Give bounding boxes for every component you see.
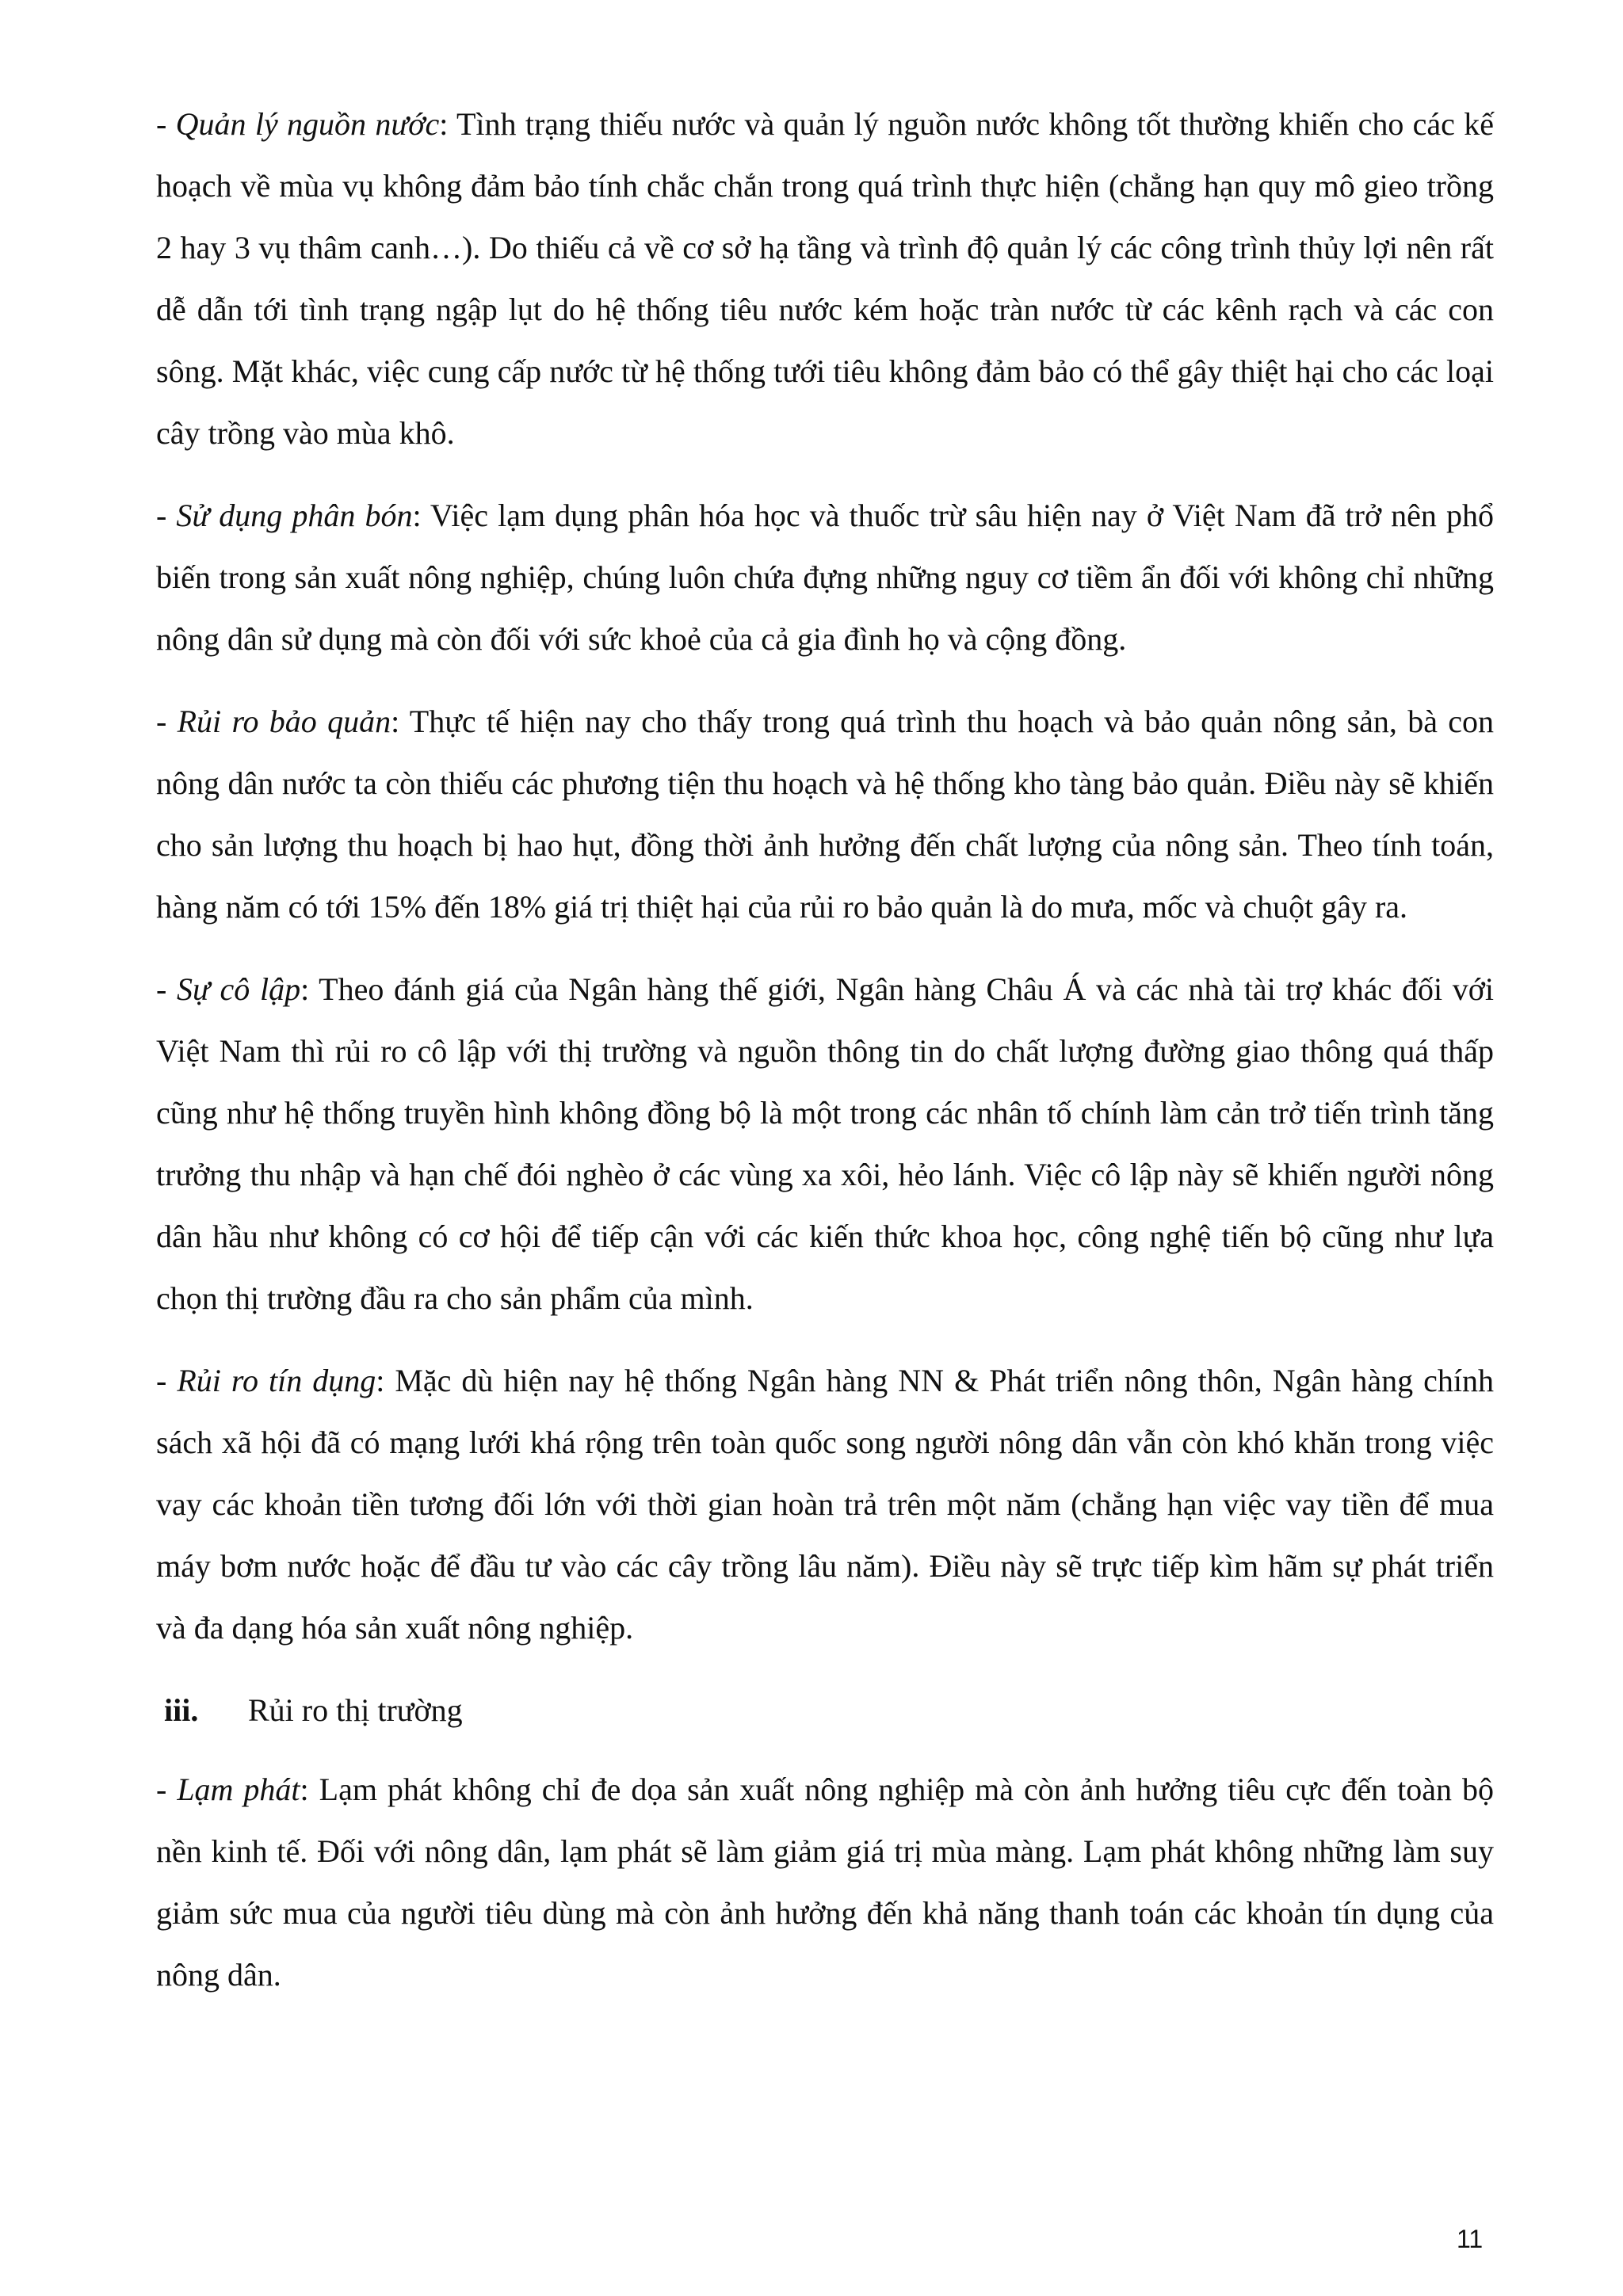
paragraph-body: : Theo đánh giá của Ngân hàng thế giới, Ngân hàng Châu Á và các nhà tài trợ khác đối với Việt Nam thì rủi ro cô lập với thị trường và nguồn thông tin do chất lượng đường giao thông quá thấp cũng như hệ thống truyền hình không đồng bộ là một trong các nhân tố chính làm cản trở tiến trình tăng trưởng thu nhập và hạn chế đói nghèo ở các vùng xa xôi, hẻo lánh. Việc cô lập này sẽ khiến người nông dân hầu như không có cơ hội để tiếp cận với các kiến thức khoa học, công nghệ tiến bộ cũng như lựa chọn thị trường đầu ra cho sản phẩm của mình. [156, 971, 1495, 1316]
section-heading-market-risk [156, 1680, 1494, 1741]
paragraph-body: : Thực tế hiện nay cho thấy trong quá trình thu hoạch và bảo quản nông sản, bà con nông dân nước ta còn thiếu các phương tiện thu hoạch và hệ thống kho tàng bảo quản. Điều này sẽ khiến cho sản lượng thu hoạch bị hao hụt, đồng thời ảnh hưởng đến chất lượng của nông sản. Theo tính toán, hàng năm có tới 15% đến 18% giá trị thiệt hại của rủi ro bảo quản là do mưa, mốc và chuột gây ra. [156, 704, 1494, 925]
paragraph-dash: - [156, 498, 177, 533]
paragraph-body: : Tình trạng thiếu nước và quản lý nguồn nước không tốt thường khiến cho các kế hoạch về mùa vụ không đảm bảo tính chắc chắn trong quá trình thực hiện (chẳng hạn quy mô gieo trồng 2 hay 3 vụ thâm canh…). Do thiếu cả về cơ sở hạ tầng và trình độ quản lý các công trình thủy lợi nên rất dễ dẫn tới tình trạng ngập lụt do hệ thống tiêu nước kém hoặc tràn nước từ các kênh rạch và các con sông. Mặt khác, việc cung cấp nước từ hệ thống tưới tiêu không đảm bảo có thể gây thiệt hại cho các loại cây trồng vào mùa khô. [156, 106, 1494, 451]
paragraph-body: : Lạm phát không chỉ đe dọa sản xuất nông nghiệp mà còn ảnh hưởng tiêu cực đến toàn bộ nền kinh tế. Đối với nông dân, lạm phát sẽ làm giảm giá trị mùa màng. Lạm phát không những làm suy giảm sức mua của người tiêu dùng mà còn ảnh hưởng đến khả năng thanh toán các khoản tín dụng của nông dân. [156, 1772, 1494, 1993]
paragraph-dash: - [156, 704, 178, 739]
paragraph-storage-risk [156, 691, 1494, 938]
page-number: 11 [1457, 2225, 1484, 2253]
paragraph-body: : Mặc dù hiện nay hệ thống Ngân hàng NN & Phát triển nông thôn, Ngân hàng chính sách xã hội đã có mạng lưới khá rộng trên toàn quốc song người nông dân vẫn còn khó khăn trong việc vay các khoản tiền tương đối lớn với thời gian hoàn trả trên một năm (chẳng hạn việc vay tiền để mua máy bơm nước hoặc để đầu tư vào các cây trồng lâu năm). Điều này sẽ trực tiếp kìm hãm sự phát triển và đa dạng hóa sản xuất nông nghiệp. [156, 1363, 1494, 1646]
paragraph-inflation [156, 1759, 1494, 2006]
term-credit-risk: Rủi ro tín dụng [177, 1363, 376, 1398]
paragraph-dash: - [156, 106, 176, 142]
paragraph-body: : Việc lạm dụng phân hóa học và thuốc trừ sâu hiện nay ở Việt Nam đã trở nên phổ biến trong sản xuất nông nghiệp, chúng luôn chứa đựng những nguy cơ tiềm ẩn đối với không chỉ những nông dân sử dụng mà còn đối với sức khoẻ của cả gia đình họ và cộng đồng. [156, 498, 1495, 657]
term-inflation: Lạm phát [177, 1772, 300, 1807]
paragraph-fertilizer-use [156, 485, 1494, 670]
term-storage-risk: Rủi ro bảo quản [177, 704, 391, 739]
paragraph-water-management [156, 93, 1494, 464]
paragraph-dash: - [156, 971, 178, 1007]
section-number: iii. [164, 1692, 199, 1728]
term-isolation: Sự cô lập [177, 971, 301, 1007]
term-water-management: Quản lý nguồn nước [175, 106, 440, 142]
paragraph-dash: - [156, 1363, 178, 1398]
section-title: Rủi ro thị trường [248, 1692, 463, 1728]
paragraph-credit-risk [156, 1350, 1494, 1659]
paragraph-isolation [156, 959, 1494, 1329]
term-fertilizer-use: Sử dụng phân bón [176, 498, 413, 533]
document-page [156, 93, 1494, 2027]
paragraph-dash: - [156, 1772, 178, 1807]
